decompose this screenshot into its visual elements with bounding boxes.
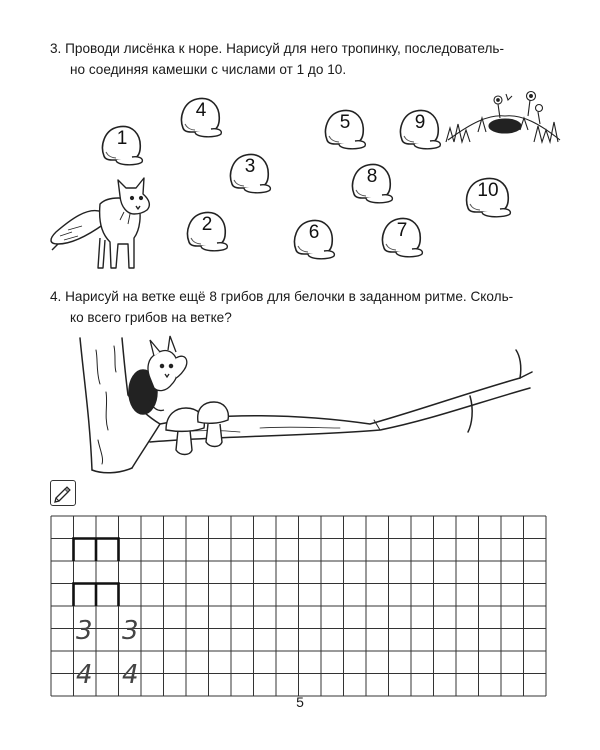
sample-digit-four-2: 4: [122, 660, 139, 690]
sample-digit-four-1: 4: [76, 660, 93, 690]
page-number: 5: [296, 694, 304, 710]
stone-number: 8: [366, 166, 378, 187]
mushroom-cap: [198, 402, 229, 423]
tree-trunk-left: [80, 338, 92, 470]
task-4-line-1: 4. Нарисуй на ветке ещё 8 грибов для белочки в заданном ритме. Сколь-: [50, 289, 514, 304]
stone-number: 6: [308, 222, 320, 243]
mushroom-stem: [206, 424, 222, 447]
stone-number: 10: [477, 180, 499, 201]
task-4-line-2: ко всего грибов на ветке?: [70, 310, 232, 325]
stone-number: 1: [116, 128, 128, 149]
pencil-glyph: [51, 481, 75, 505]
stone-number: 2: [201, 214, 213, 235]
mushroom-stem: [176, 430, 192, 455]
mushroom-pair-illustration: [166, 402, 228, 455]
task-3-line-1: 3. Проводи лисёнка к норе. Нарисуй для него тропинку, последователь-: [50, 41, 504, 56]
stone-number: 3: [244, 156, 256, 177]
stone-number: 7: [396, 220, 408, 241]
stone-number: 4: [195, 100, 207, 121]
pencil-icon: [50, 480, 76, 506]
task-3-line-2: но соединяя камешки с числами от 1 до 10.: [70, 62, 347, 77]
sample-digit-three-1: 3: [76, 616, 93, 646]
sample-digit-three-2: 3: [122, 616, 139, 646]
stone-number: 9: [414, 112, 426, 133]
stone-number: 5: [339, 112, 351, 133]
